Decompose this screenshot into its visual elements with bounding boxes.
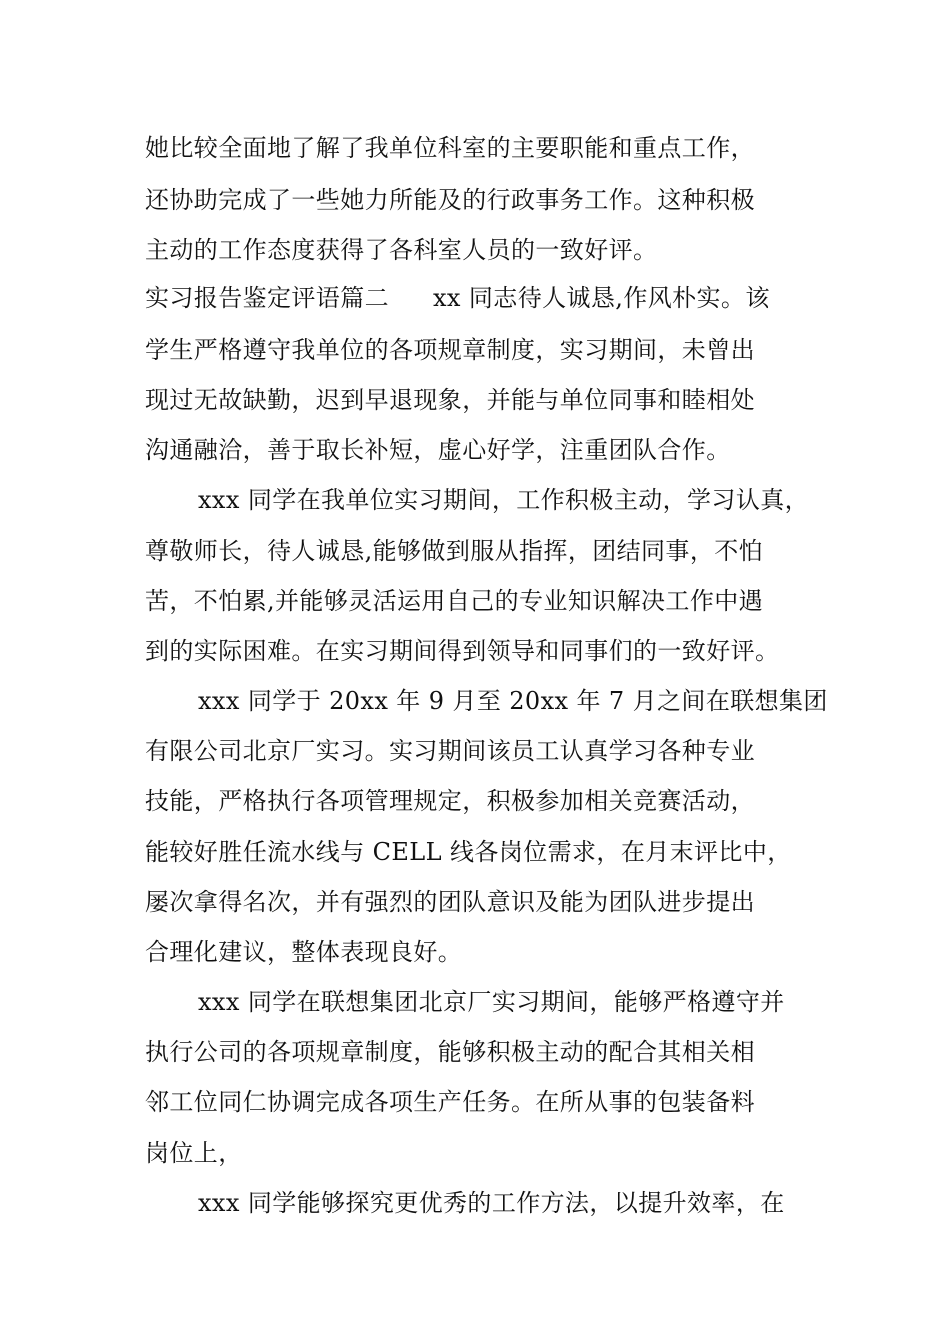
text-line: 沟通融洽，善于取长补短，虚心好学，注重团队合作。 xyxy=(145,436,731,464)
text-line: 执行公司的各项规章制度，能够积极主动的配合其相关相 xyxy=(145,1038,755,1066)
text-line: 有限公司北京厂实习。实习期间该员工认真学习各种专业 xyxy=(145,737,755,765)
section-heading-line xyxy=(145,278,770,318)
paragraph-start-line: xxx 同学能够探究更优秀的工作方法，以提升效率，在 xyxy=(198,1189,785,1217)
section-heading: 实习报告鉴定评语篇二 xyxy=(145,284,389,312)
text-line: 合理化建议，整体表现良好。 xyxy=(145,938,463,966)
text-line: 屡次拿得名次，并有强烈的团队意识及能为团队进步提出 xyxy=(145,888,755,916)
paragraph-start-line: xxx 同学在联想集团北京厂实习期间，能够严格遵守并 xyxy=(198,988,785,1016)
text-line: 她比较全面地了解了我单位科室的主要职能和重点工作， xyxy=(145,134,755,162)
text-line: 岗位上， xyxy=(145,1139,243,1167)
text-line: 主动的工作态度获得了各科室人员的一致好评。 xyxy=(145,236,658,264)
text-line: 邻工位同仁协调完成各项生产任务。在所从事的包装备料 xyxy=(145,1088,755,1116)
paragraph-start-line: xxx 同学在我单位实习期间，工作积极主动，学习认真， xyxy=(198,486,810,514)
text-line: 能较好胜任流水线与 CELL 线各岗位需求，在月末评比中， xyxy=(145,838,792,866)
text-line: 还协助完成了一些她力所能及的行政事务工作。这种积极 xyxy=(145,186,755,214)
text-line: 苦，不怕累,并能够灵活运用自己的专业知识解决工作中遇 xyxy=(145,587,764,615)
text-line: 到的实际困难。在实习期间得到领导和同事们的一致好评。 xyxy=(145,637,780,665)
text-line: 尊敬师长，待人诚恳,能够做到服从指挥，团结同事，不怕 xyxy=(145,537,764,565)
text-line: 技能，严格执行各项管理规定，积极参加相关竞赛活动， xyxy=(145,787,755,815)
text-line: 学生严格遵守我单位的各项规章制度，实习期间，未曾出 xyxy=(145,336,755,364)
text-line: xx 同志待人诚恳,作风朴实。该 xyxy=(433,284,770,312)
paragraph-start-line: xxx 同学于 20xx 年 9 月至 20xx 年 7 月之间在联想集团 xyxy=(198,687,828,715)
text-line: 现过无故缺勤，迟到早退现象，并能与单位同事和睦相处 xyxy=(145,386,755,414)
